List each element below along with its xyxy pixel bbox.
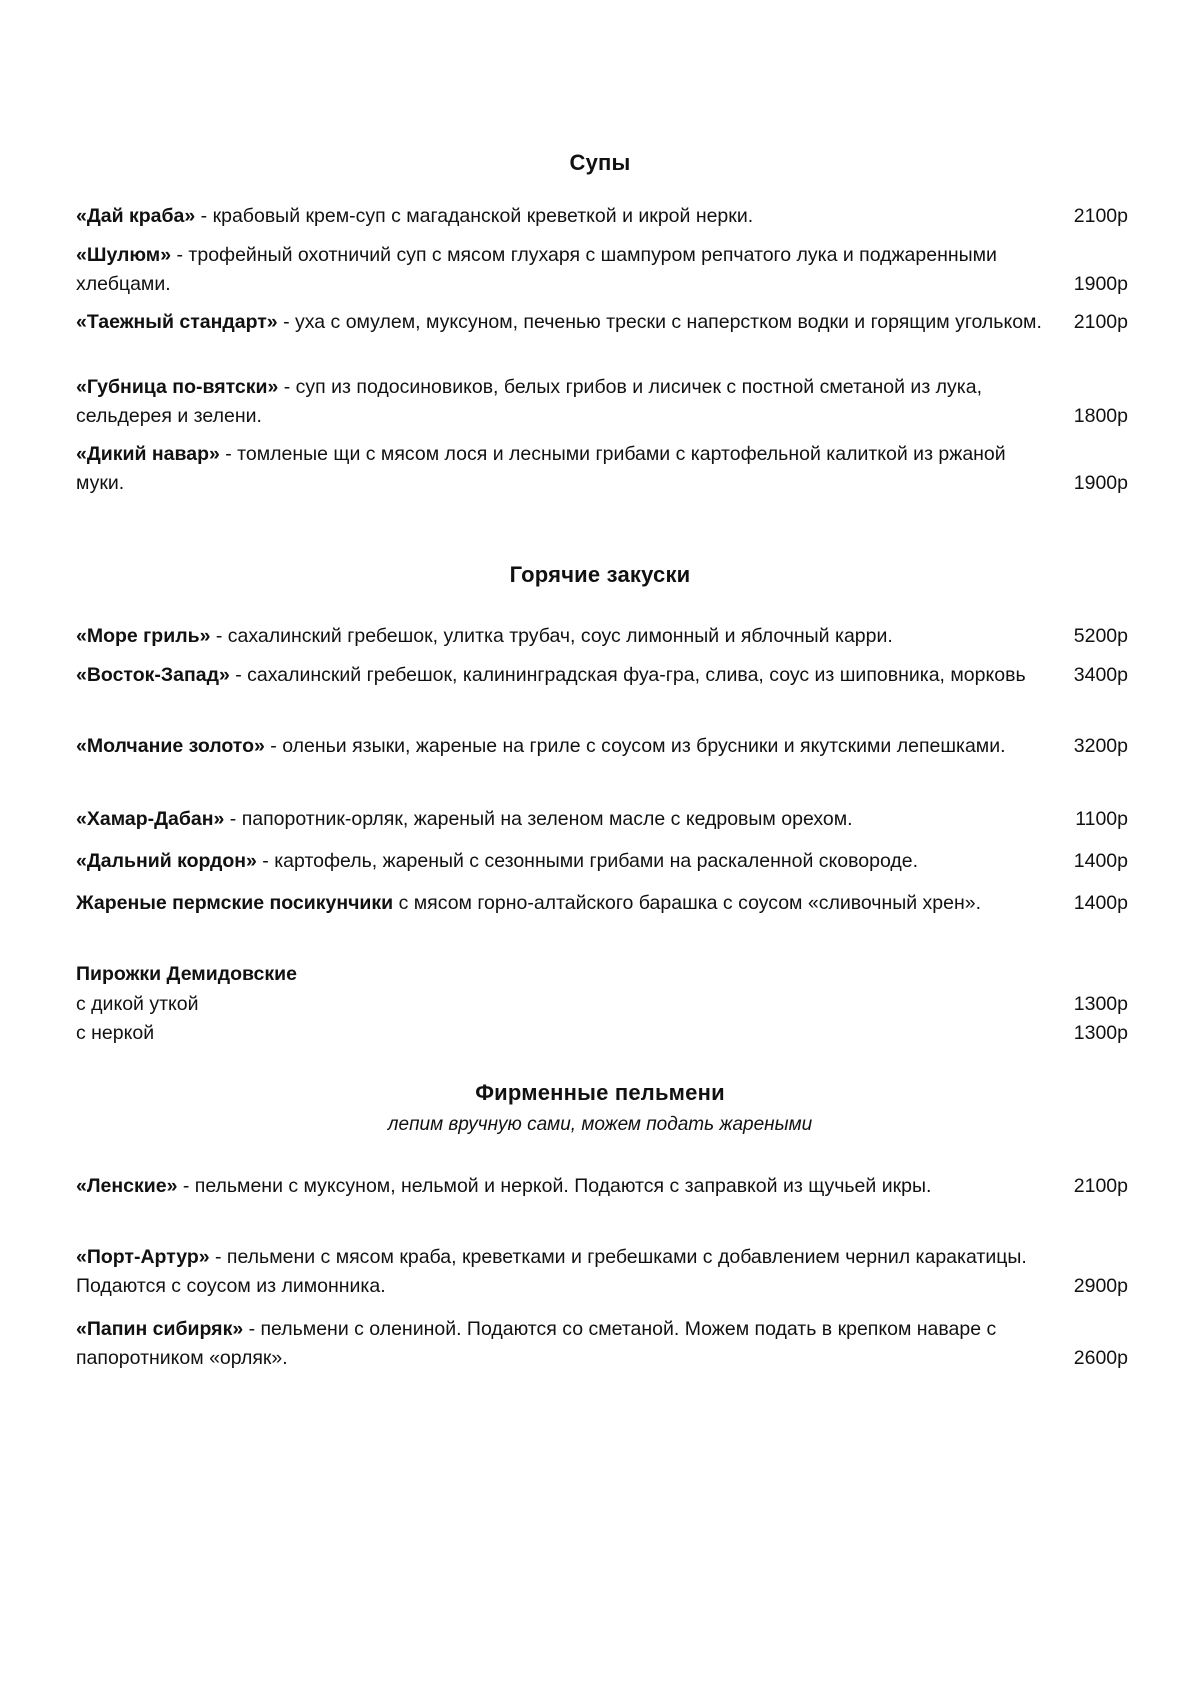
menu-item xyxy=(76,847,1136,876)
item-name: «Папин сибиряк» xyxy=(76,1318,244,1340)
item-text xyxy=(76,241,1051,299)
item-name: «Таежный стандарт» xyxy=(76,311,278,333)
item-name: «Море гриль» xyxy=(76,625,211,647)
item-desc: - трофейный охотничий суп с мясом глухаря с шампуром репчатого лука и поджаренными хлебцами. xyxy=(76,244,997,295)
item-name: «Дай краба» xyxy=(76,205,196,227)
item-price: 5200р xyxy=(1073,625,1128,647)
item-price: 1100р xyxy=(1075,808,1128,830)
item-desc: - уха с омулем, муксуном, печенью трески с наперстком водки и горящим угольком. xyxy=(277,311,1042,333)
item-price: 1300р xyxy=(1073,1022,1128,1044)
item-name: «Дальний кордон» xyxy=(76,850,257,872)
item-text xyxy=(76,847,1051,876)
item-text xyxy=(76,308,1051,337)
item-desc: с мясом горно-алтайского барашка с соусом «сливочный хрен». xyxy=(393,892,982,914)
menu-item xyxy=(76,889,1136,918)
item-name: «Губница по-вятски» xyxy=(76,376,279,398)
item-name: «Дикий навар» xyxy=(76,443,220,465)
menu-item xyxy=(76,440,1136,498)
item-text xyxy=(76,889,1051,918)
menu-item xyxy=(76,1243,1136,1301)
pirozhki-variant xyxy=(76,1019,1136,1048)
item-price: 1900р xyxy=(1073,273,1128,295)
item-name: «Ленские» xyxy=(76,1175,178,1197)
pirozhki-variant xyxy=(76,990,1136,1019)
item-price: 1400р xyxy=(1073,892,1128,914)
item-price: 1300р xyxy=(1073,993,1128,1015)
item-name: «Восток-Запад» xyxy=(76,664,230,686)
menu-item xyxy=(76,202,1136,231)
item-price: 1400р xyxy=(1073,850,1128,872)
pirozhki-heading xyxy=(76,960,1136,989)
item-desc: - пельмени с олениной. Подаются со сметаной. Можем подать в крепком наваре с папоротником «орляк». xyxy=(76,1318,997,1369)
item-desc: - пельмени с мясом краба, креветками и гребешками с добавлением чернил каракатицы. Подаются с соусом из лимонника. xyxy=(76,1246,1027,1297)
item-price: 2100р xyxy=(1073,205,1128,227)
item-price: 2100р xyxy=(1073,311,1128,333)
menu-item xyxy=(76,308,1136,337)
item-price: 2600р xyxy=(1073,1347,1128,1369)
menu-item xyxy=(76,241,1136,299)
item-text xyxy=(76,440,1051,498)
item-name: Пирожки Демидовские xyxy=(76,963,297,985)
item-name: Жареные пермские посикунчики xyxy=(76,892,394,914)
item-text xyxy=(76,373,1051,431)
menu-item xyxy=(76,373,1136,431)
item-desc: - папоротник-орляк, жареный на зеленом масле с кедровым орехом. xyxy=(224,808,853,830)
item-text xyxy=(76,732,1051,761)
item-text xyxy=(76,805,1051,834)
item-desc: - картофель, жареный с сезонными грибами на раскаленной сковороде. xyxy=(256,850,919,872)
menu-item xyxy=(76,1172,1136,1201)
menu-item xyxy=(76,1315,1136,1373)
variant-label: с дикой уткой xyxy=(76,993,199,1015)
item-text xyxy=(76,622,1051,651)
item-name: «Молчание золото» xyxy=(76,735,265,757)
item-desc: - оленьи языки, жареные на гриле с соусом из брусники и якутскими лепешками. xyxy=(264,735,1006,757)
item-price: 2900р xyxy=(1073,1275,1128,1297)
menu-item xyxy=(76,661,1136,690)
section-title-dumplings: Фирменные пельмени xyxy=(475,1080,725,1105)
item-price: 2100р xyxy=(1073,1175,1128,1197)
item-text xyxy=(76,661,1051,690)
item-text xyxy=(76,1243,1051,1301)
item-price: 3400р xyxy=(1073,664,1128,686)
variant-label: с неркой xyxy=(76,1022,155,1044)
section-title-hot-appetizers: Горячие закуски xyxy=(509,562,691,587)
item-name: «Порт-Артур» xyxy=(76,1246,210,1268)
item-price: 3200р xyxy=(1073,735,1128,757)
item-desc: - сахалинский гребешок, калининградская фуа-гра, слива, соус из шиповника, морковь xyxy=(229,664,1026,686)
item-desc: - томленые щи с мясом лося и лесными грибами с картофельной калиткой из ржаной муки. xyxy=(76,443,1006,494)
section-subtitle-dumplings: лепим вручную сами, можем подать жареными xyxy=(387,1114,813,1135)
item-price: 1800р xyxy=(1073,405,1128,427)
item-desc: - суп из подосиновиков, белых грибов и лисичек с постной сметаной из лука, сельдерея и зелени. xyxy=(76,376,983,427)
item-desc: - крабовый крем-суп с магаданской креветкой и икрой нерки. xyxy=(195,205,754,227)
menu-item xyxy=(76,805,1136,834)
item-text xyxy=(76,202,1051,231)
menu-item xyxy=(76,622,1136,651)
item-name: «Хамар-Дабан» xyxy=(76,808,225,830)
item-price: 1900р xyxy=(1073,472,1128,494)
item-desc: - пельмени с муксуном, нельмой и неркой. Подаются с заправкой из щучьей икры. xyxy=(177,1175,932,1197)
item-text xyxy=(76,1172,1051,1201)
item-text xyxy=(76,1315,1051,1373)
menu-item xyxy=(76,732,1136,761)
item-name: «Шулюм» xyxy=(76,244,172,266)
item-desc: - сахалинский гребешок, улитка трубач, соус лимонный и яблочный карри. xyxy=(210,625,893,647)
section-title-soups: Супы xyxy=(569,150,631,175)
